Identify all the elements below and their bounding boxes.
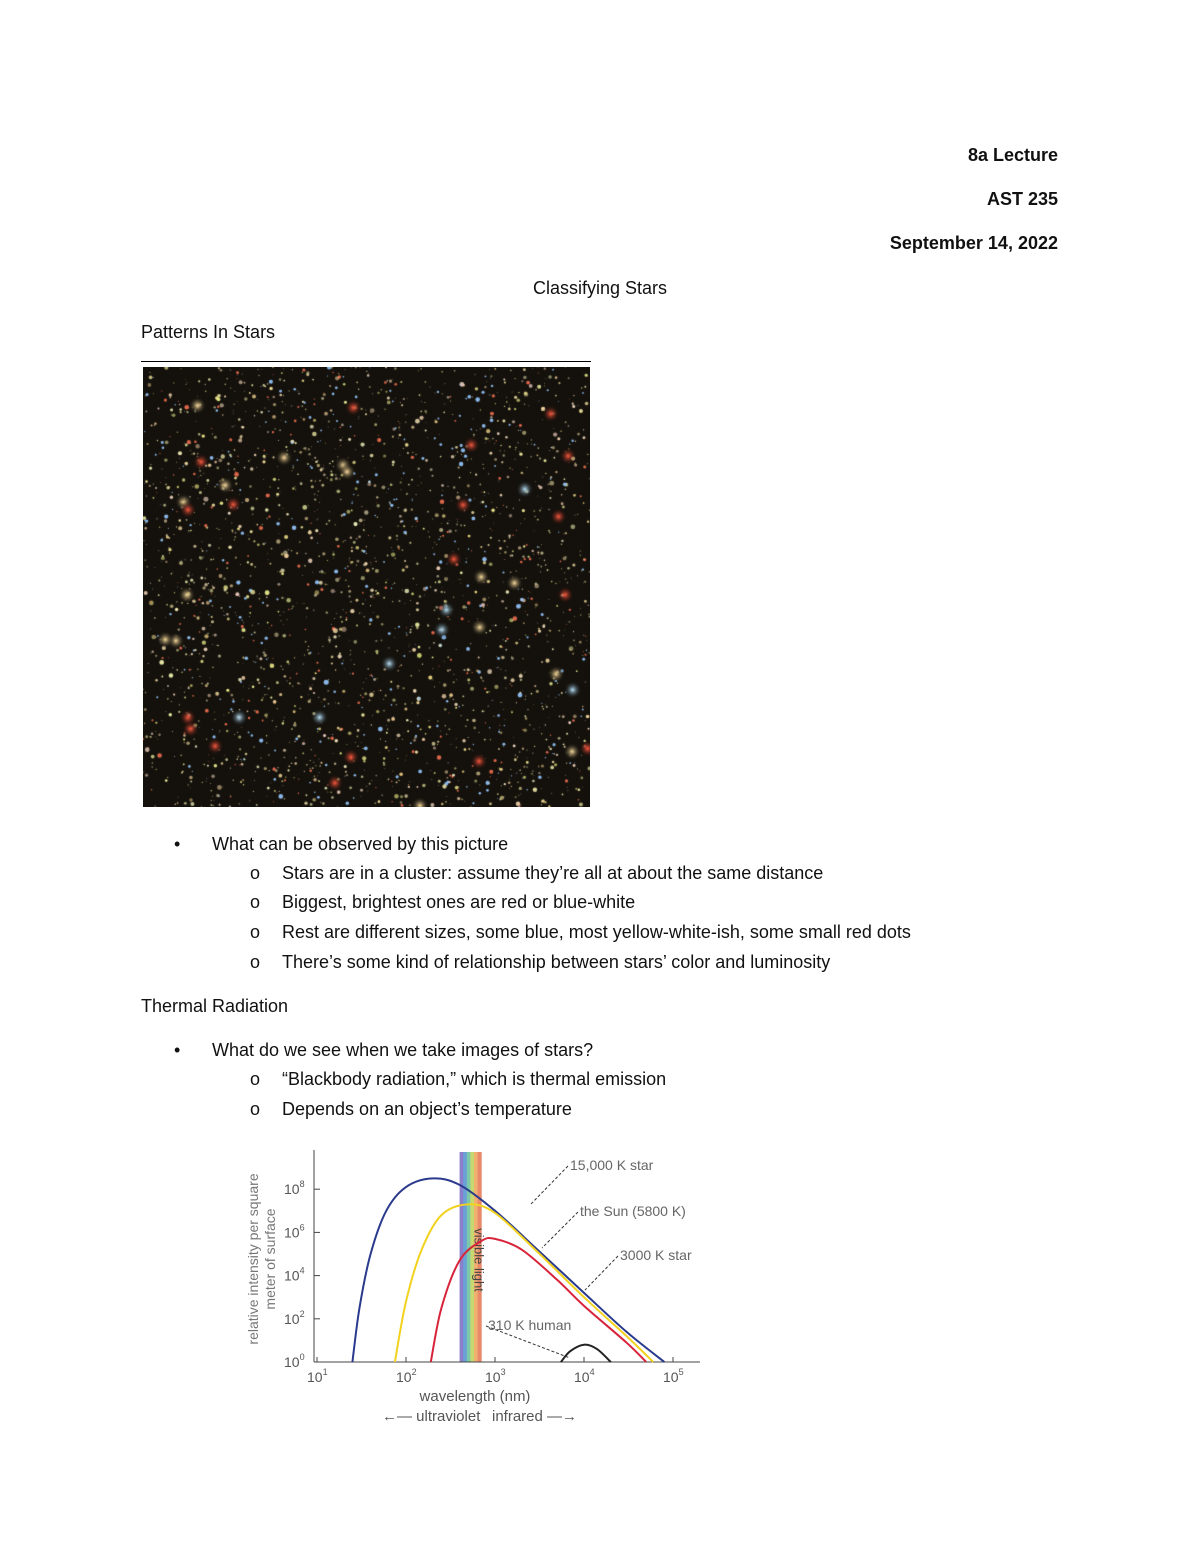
date-label: September 14, 2022 [889,233,1058,253]
y-tick-label: $10^8$ [284,1179,305,1198]
x-tick-label: $10^5$ [663,1367,684,1385]
bullet-text: What do we see when we take images of stars? [212,1040,594,1060]
x-tick-label: $10^1$ [307,1367,328,1385]
x-axis-label: wavelength (nm) [419,1388,531,1405]
series-leader-line [530,1166,568,1205]
series-label: 3000 K star [620,1247,692,1263]
series-label: 310 K human [488,1317,572,1333]
bullet-marker: • [174,834,181,854]
lecture-label: 8a Lecture [967,145,1058,165]
y-axis-label: meter of surface [262,1208,278,1310]
sub-bullet-text: Biggest, brightest ones are red or blue-white [282,892,636,912]
visible-band-stripe [463,1152,467,1362]
sub-bullet-text: There’s some kind of relationship between stars’ color and luminosity [282,952,831,972]
star-cluster-image [143,367,590,807]
sub-marker: o [250,863,261,883]
divider [141,361,591,362]
sub-marker: o [250,952,261,972]
sub-marker: o [250,1099,261,1119]
document-title: Classifying Stars [532,278,668,298]
y-tick-label: $10^6$ [284,1222,305,1241]
sub-bullet-text: Stars are in a cluster: assume they’re all at about the same distance [282,863,824,883]
sub-marker: o [250,1069,261,1089]
section-heading-patterns: Patterns In Stars [141,322,276,342]
x-tick-label: $10^4$ [574,1367,595,1385]
sub-marker: o [250,892,261,912]
series-leader-line [585,1256,618,1290]
section-heading-thermal: Thermal Radiation [141,996,289,1016]
visible-band-stripe [467,1152,471,1362]
series-line-3 [561,1345,611,1362]
course-label: AST 235 [986,189,1058,209]
bullet-text: What can be observed by this picture [212,834,509,854]
blackbody-chart [240,1140,710,1435]
infrared-label: infrared —→ [492,1408,578,1425]
x-tick-label: $10^3$ [485,1367,506,1385]
y-tick-label: $10^4$ [284,1265,305,1284]
sub-bullet-text: Depends on an object’s temperature [282,1099,572,1119]
sub-bullet-text: Rest are different sizes, some blue, most yellow-white-ish, some small red dots [282,922,911,942]
series-label: the Sun (5800 K) [580,1203,686,1219]
sub-bullet-text: “Blackbody radiation,” which is thermal emission [282,1069,667,1089]
y-tick-label: $10^2$ [284,1308,305,1327]
series-label: 15,000 K star [570,1157,654,1173]
ultraviolet-label: ←— ultraviolet [382,1408,481,1425]
sub-marker: o [250,922,261,942]
x-tick-label: $10^2$ [396,1367,417,1385]
y-tick-label: $10^0$ [284,1352,305,1370]
series-leader-line [542,1212,578,1248]
visible-light-label: visible light [471,1228,487,1292]
bullet-marker: • [174,1040,181,1060]
series-line-1 [395,1204,653,1362]
y-axis-label: relative intensity per square [245,1173,261,1345]
